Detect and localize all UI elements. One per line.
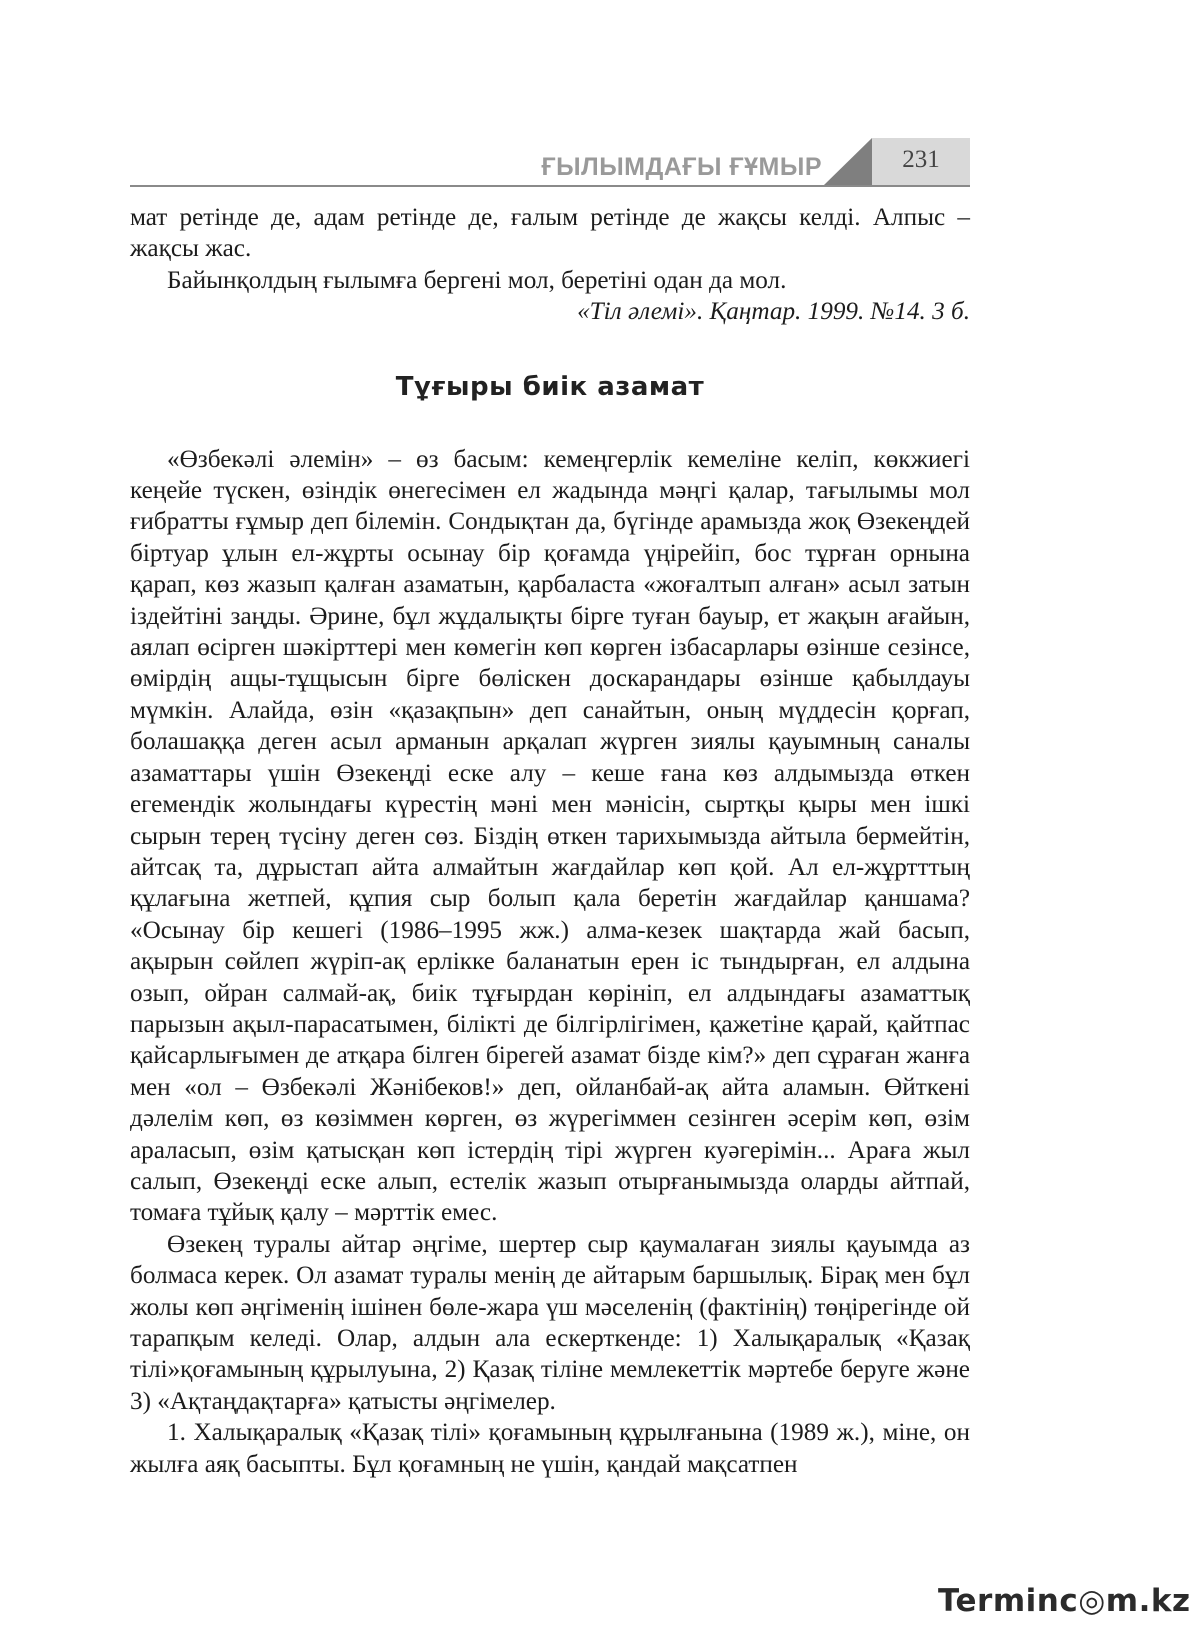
running-title: ҒЫЛЫМДАҒЫ ҒҰМЫР xyxy=(541,153,822,181)
section-title: Тұғыры биік азамат xyxy=(395,371,705,402)
header-wedge-decoration xyxy=(824,138,872,185)
paragraph: «Өзбекәлі әлемін» – өз басым: кемеңгерлік кемеліне келіп, көкжиегі кеңейе түскен, өзіндік өнегесімен ел жадында мәңгі қалар, тағылымы мол ғибратты ғұмыр деп білемін. Сондықтан да, бүгінде арамызда жоқ Өзекеңдей біртуар ұлын ел-жұрты осынау бір қоғамда үңірейіп, бос тұрған орнына қарап, көз жазып қалған азаматын, қарбаласта «жоғалтып алған» асыл затын іздейтіні заңды. Әрине, бұл жұдалықты бірге туған бауыр, ет жақын ағайын, аялап өсірген шәкірттері мен көмегін көп көрген ізбасарлары өзінше сезінсе, өмірдің ащы-тұщысын бірге бөліскен доскарандары өзінше қабылдауы мүмкін. Алайда, өзін «қазақпын» деп санайтын, оның мүддесін қорғап, болашаққа деген асыл арманын арқалап жүрген зиялы қауымның саналы азаматтары үшін Өзекеңді еске алу – кеше ғана көз алдымызда өткен егемендік жолындағы күрестің мәні мен мәнісін, сыртқы қыры мен ішкі сырын терең түсіну деген сөз. Біздің өткен тарихымызда айтыла бермейтін, айтсақ та, дұрыстап айта алмайтын жағдайлар көп қой. Ал ел-жұртттың құлағына жетпей, құпия сыр болып қала беретін жағдайлар қаншама? «Осынау бір кешегі (1986–1995 жж.) алма-кезек шақтарда жай басып, ақырын сөйлеп жүріп-ақ ерлікке баланатын ерен іс тындырған, ел алдына озып, ойран салмай-ақ, биік тұғырдан көрініп, ел алдындағы азаматтық парызын ақыл-парасатымен, білікті де білгірлігімен, қажетіне қарай, қайтпас қайсарлығымен де атқара білген бірегей азамат бізде кім?» деп сұраған жанға мен «ол – Өзбекәлі Жәнібеков!» деп, ойланбай-ақ айта аламын. Өйткені дәлелім көп, өз көзіммен көрген, өз жүрегіммен сезінген әсерім көп, өзім араласып, өзім қатысқан көп істердің тірі жүрген куәгерімін... Араға жыл салып, Өзекеңді еске алып, естелік жазып отырғанымызда оларды айтпай, томаға тұйық қалу – мәрттік емес. xyxy=(130,445,970,1227)
source-citation: «Тіл әлемі». Қаңтар. 1999. №14. 3 б. xyxy=(577,298,970,326)
running-header xyxy=(130,138,970,190)
site-watermark-logo: Terminc◎m.kz xyxy=(938,1583,1191,1619)
paragraph: Өзекең туралы айтар әңгіме, шертер сыр қаумалаған зиялы қауымда аз болмаса керек. Ол азамат туралы менің де айтарым баршылық. Бірақ мен бұл жолы көп әңгіменің ішінен бөле-жара үш мәселенің (фактінің) төңірегінде ой тарапқым келеді. Олар, алдын ала ескерткенде: 1) Халықаралық «Қазақ тілі»қоғамының құрылуына, 2) Қазақ тіліне мемлекеттік мәртебе беруге және 3) «Ақтаңдақтарға» қатысты әңгімелер. xyxy=(130,1230,970,1415)
paragraph: 1. Халықаралық «Қазақ тілі» қоғамының құрылғанына (1989 ж.), міне, он жылға аяқ басыпты. Бұл қоғамның не үшін, қандай мақсатпен xyxy=(130,1419,970,1478)
page-number: 231 xyxy=(902,146,940,173)
page-body xyxy=(130,202,970,1480)
paragraph-continuation: мат ретінде де, адам ретінде де, ғалым ретінде де жақсы келді. Алпыс – жақсы жас. xyxy=(130,204,970,263)
header-rule xyxy=(130,185,970,187)
paragraph-closing: Байынқолдың ғылымға бергені мол, беретіні одан да мол. xyxy=(167,266,787,294)
